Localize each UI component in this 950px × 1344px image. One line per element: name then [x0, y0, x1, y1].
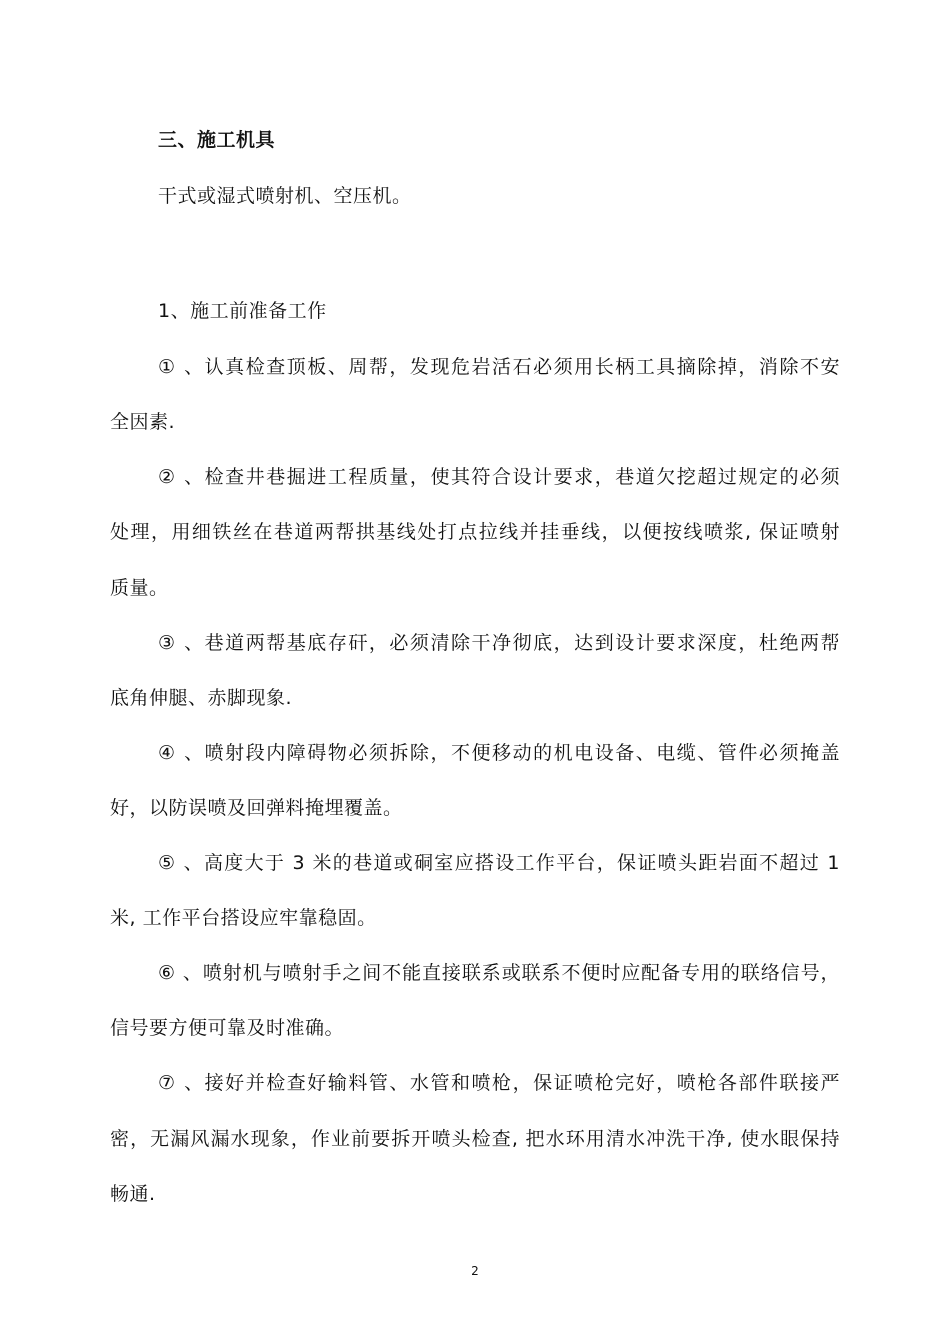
item-3-line-2: 底角伸腿、赤脚现象.	[110, 687, 293, 709]
item-6-line-2: 信号要方便可靠及时准确。	[110, 1017, 345, 1039]
item-1-line-1: ① 、认真检查顶板、周帮，发现危岩活石必须用长柄工具摘除掉，消除不安	[158, 356, 840, 378]
item-4-line-1: ④ 、喷射段内障碍物必须拆除，不便移动的机电设备、电缆、管件必须掩盖	[158, 742, 840, 764]
item-5-line-2: 米, 工作平台搭设应牢靠稳固。	[110, 907, 377, 929]
item-5-line-1: ⑤ 、高度大于 3 米的巷道或硐室应搭设工作平台，保证喷头距岩面不超过 1	[158, 852, 840, 874]
item-7-line-2: 密，无漏风漏水现象，作业前要拆开喷头检查, 把水环用清水冲洗干净, 使水眼保持	[110, 1128, 840, 1150]
subsection-title: 1、施工前准备工作	[158, 300, 327, 322]
item-2-line-3: 质量。	[110, 577, 169, 599]
section-heading: 三、施工机具	[158, 129, 276, 151]
item-2-line-1: ② 、检查井巷掘进工程质量，使其符合设计要求，巷道欠挖超过规定的必须	[158, 466, 840, 488]
item-7-line-3: 畅通.	[110, 1183, 156, 1205]
item-4-line-2: 好，以防误喷及回弹料掩埋覆盖。	[110, 797, 403, 819]
tools-text: 干式或湿式喷射机、空压机。	[158, 185, 412, 207]
item-1-line-2: 全因素.	[110, 411, 176, 433]
item-6-line-1: ⑥ 、喷射机与喷射手之间不能直接联系或联系不便时应配备专用的联络信号，	[158, 962, 840, 984]
item-2-line-2: 处理，用细铁丝在巷道两帮拱基线处打点拉线并挂垂线，以便按线喷浆, 保证喷射	[110, 521, 840, 543]
page-number: 2	[471, 1264, 479, 1278]
item-7-line-1: ⑦ 、接好并检查好输料管、水管和喷枪，保证喷枪完好，喷枪各部件联接严	[158, 1072, 840, 1094]
item-3-line-1: ③ 、巷道两帮基底存矸，必须清除干净彻底，达到设计要求深度，杜绝两帮	[158, 632, 840, 654]
